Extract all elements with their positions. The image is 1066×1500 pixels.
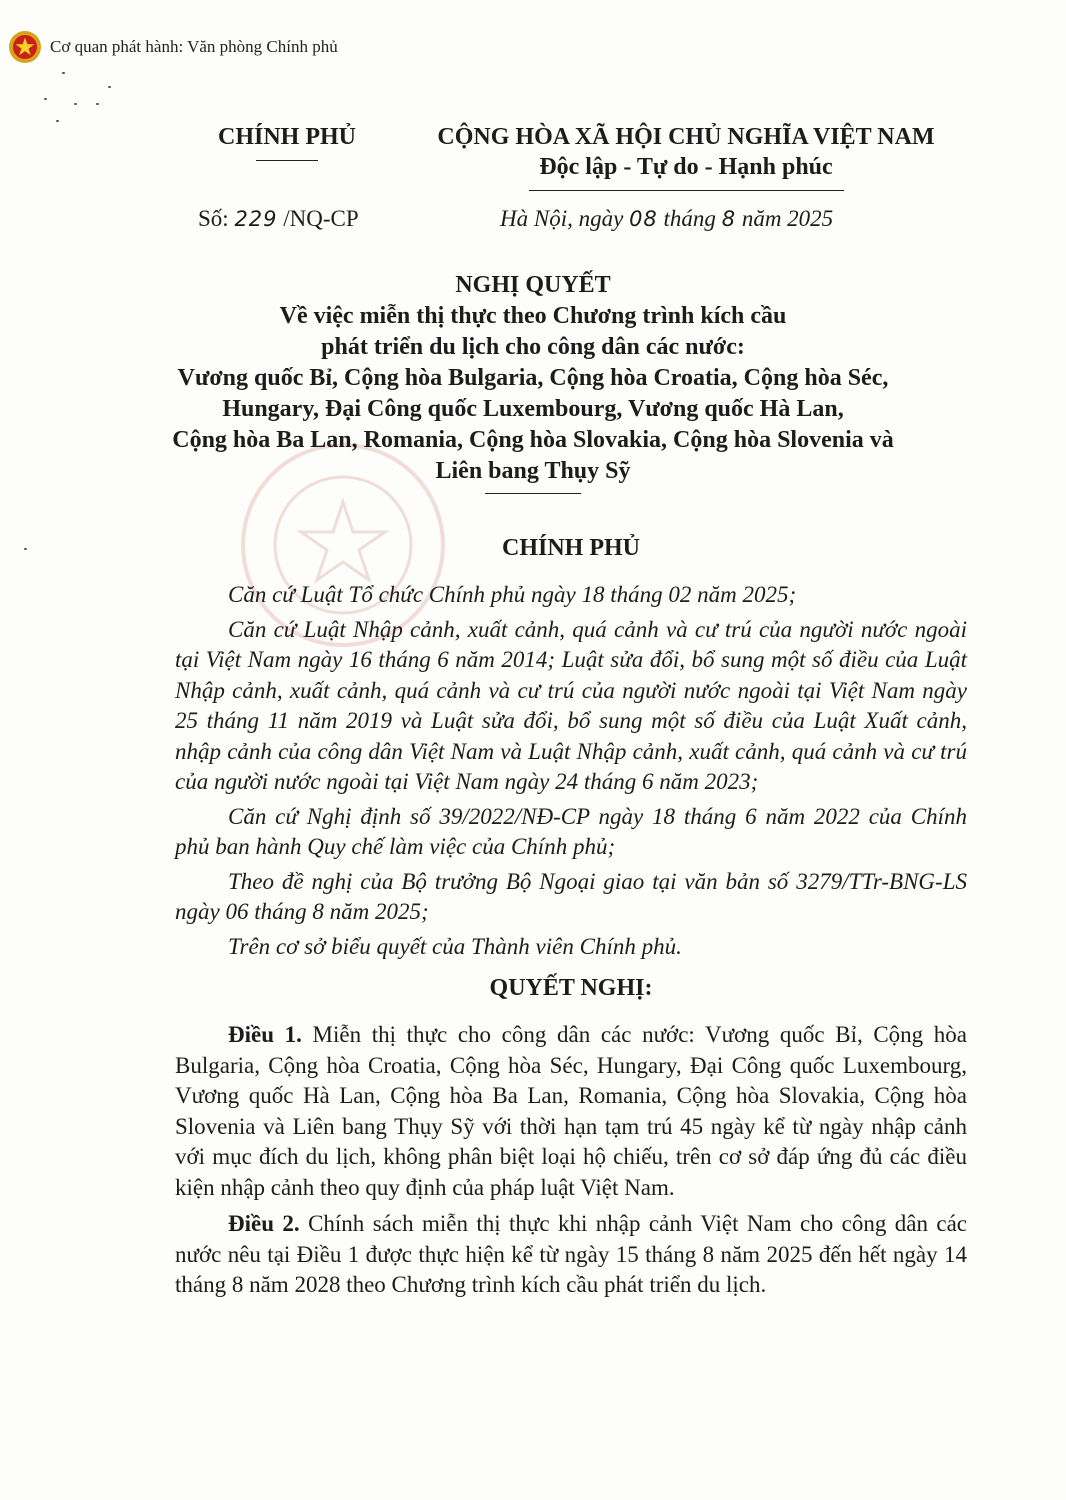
article-text: Chính sách miễn thị thực khi nhập cảnh Việt Nam cho công dân các nước nêu tại Điều 1 được thực hiện kể từ ngày 15 tháng 8 năm 2025 đến hết ngày 14 tháng 8 năm 2028 theo Chương trình kích cầu phát triển du lịch. [175, 1211, 967, 1297]
articles [175, 1020, 967, 1301]
article-text: Miễn thị thực cho công dân các nước: Vương quốc Bỉ, Cộng hòa Bulgaria, Cộng hòa Croatia, Cộng hòa Séc, Hungary, Đại Công quốc Luxembourg, Vương quốc Hà Lan, Cộng hòa Ba Lan, Romania, Cộng hòa Slovakia, Cộng hòa Slovenia và Liên bang Thụy Sỹ với thời hạn tạm trú 45 ngày kể từ ngày nhập cảnh với mục đích du lịch, không phân biệt loại hộ chiếu, trên cơ sở đáp ứng đủ các điều kiện nhập cảnh theo quy định của pháp luật Việt Nam. [175, 1022, 968, 1200]
authority-heading: CHÍNH PHỦ [502, 535, 640, 561]
preamble-item: Theo đề nghị của Bộ trưởng Bộ Ngoại giao tại văn bản số 3279/TTr-BNG-LS ngày 06 tháng 8 năm 2025; [175, 868, 967, 924]
title-line: Cộng hòa Ba Lan, Romania, Cộng hòa Slovakia, Cộng hòa Slovenia và [172, 427, 894, 453]
article-1 [175, 1020, 967, 1203]
number-suffix: /NQ-CP [283, 206, 359, 231]
title-line: Vương quốc Bỉ, Cộng hòa Bulgaria, Cộng hòa Croatia, Cộng hòa Séc, [177, 365, 889, 391]
preamble-item: Căn cứ Nghị định số 39/2022/NĐ-CP ngày 18 tháng 6 năm 2022 của Chính phủ ban hành Quy chế làm việc của Chính phủ; [175, 803, 967, 859]
national-motto-block [436, 122, 936, 191]
preamble [175, 580, 967, 962]
resolution-title-block [120, 270, 946, 494]
issuing-body-title: CHÍNH PHỦ [218, 124, 356, 150]
motto-underline [529, 190, 844, 191]
article-2 [175, 1209, 967, 1301]
handwritten-month: 8 [721, 207, 737, 231]
article-label: Điều 2. [228, 1211, 300, 1236]
issuer-label: Cơ quan phát hành: Văn phòng Chính phủ [50, 37, 338, 56]
place-date [500, 206, 833, 232]
preamble-item: Căn cứ Luật Tổ chức Chính phủ ngày 18 tháng 02 năm 2025; [228, 582, 797, 607]
decision-heading: QUYẾT NGHỊ: [489, 975, 653, 1001]
month-label: tháng [663, 206, 716, 231]
issuing-body-block [212, 122, 362, 161]
national-emblem-icon [8, 30, 42, 64]
document-type: NGHỊ QUYẾT [455, 272, 611, 298]
number-prefix: Số: [198, 206, 229, 231]
year-label: năm 2025 [741, 206, 834, 231]
title-line: Liên bang Thụy Sỹ [435, 458, 631, 484]
handwritten-day: 08 [629, 207, 658, 231]
article-label: Điều 1. [228, 1022, 302, 1047]
country-name: CỘNG HÒA XÃ HỘI CHỦ NGHĨA VIỆT NAM [437, 124, 935, 150]
title-line: phát triển du lịch cho công dân các nước: [321, 334, 745, 360]
title-line: Hungary, Đại Công quốc Luxembourg, Vương quốc Hà Lan, [222, 396, 844, 422]
issuer-strip [8, 30, 338, 64]
document-number [198, 206, 359, 232]
preamble-item: Căn cứ Luật Nhập cảnh, xuất cảnh, quá cảnh và cư trú của người nước ngoài tại Việt Nam ngày 16 tháng 6 năm 2014; Luật sửa đổi, bổ sung một số điều của Luật Nhập cảnh, xuất cảnh, quá cảnh và cư trú của người nước ngoài tại Việt Nam ngày 25 tháng 11 năm 2019 và Luật sửa đổi, bổ sung một số điều của Luật Xuất cảnh, nhập cảnh của công dân Việt Nam và Luật Nhập cảnh, xuất cảnh, quá cảnh và cư trú của người nước ngoài tại Việt Nam ngày 24 tháng 6 năm 2023; [175, 616, 967, 794]
national-motto: Độc lập - Tự do - Hạnh phúc [539, 154, 833, 180]
handwritten-number: 229 [234, 207, 278, 231]
preamble-item: Trên cơ sở biểu quyết của Thành viên Chính phủ. [228, 933, 682, 959]
title-line: Về việc miễn thị thực theo Chương trình kích cầu [279, 303, 787, 329]
title-underline [485, 493, 581, 494]
place-label: Hà Nội, ngày [500, 206, 624, 231]
issuing-body-underline [256, 160, 318, 161]
